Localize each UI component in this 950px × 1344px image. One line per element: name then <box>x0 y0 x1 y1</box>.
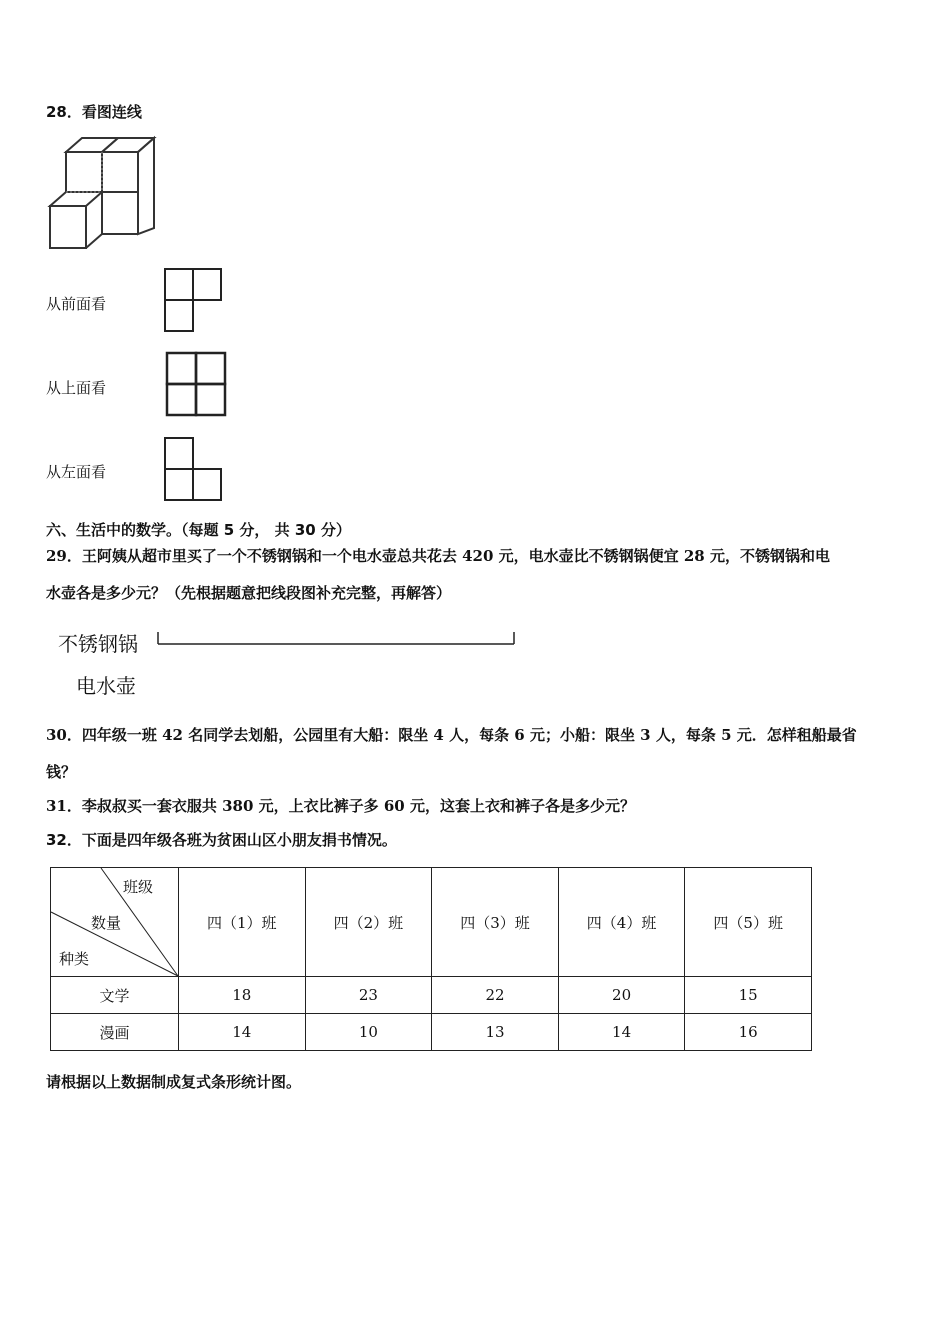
corner-label-class: 班级 <box>123 878 154 896</box>
table-header-row <box>51 868 812 977</box>
q29-text-line1: 29．王阿姨从超市里买了一个不锈钢锅和一个电水壶总共花去 420 元，电水壶比不锈钢锅便宜 28 元，不锈钢锅和电 <box>46 547 830 565</box>
view-label-left: 从左面看 <box>46 463 107 481</box>
column-header: 四（3）班 <box>432 868 559 977</box>
q29-text-line2: 水壶各是多少元？（先根据题意把线段图补充完整，再解答） <box>46 584 452 602</box>
table-row <box>51 1014 812 1051</box>
table-cell: 16 <box>685 1014 812 1051</box>
table-corner-cell <box>51 868 179 977</box>
segment-label-pot: 不锈钢锅 <box>58 632 138 656</box>
column-header: 四（5）班 <box>685 868 812 977</box>
table-cell: 22 <box>432 977 559 1014</box>
column-header: 四（4）班 <box>558 868 685 977</box>
front-view-diagram <box>164 268 224 334</box>
corner-label-type: 种类 <box>59 950 90 968</box>
row-label: 文学 <box>51 977 179 1014</box>
column-header: 四（1）班 <box>179 868 306 977</box>
q28-title: 28．看图连线 <box>46 103 142 121</box>
donation-table <box>50 867 812 1051</box>
table-cell: 20 <box>558 977 685 1014</box>
table-row <box>51 977 812 1014</box>
table-cell: 23 <box>305 977 432 1014</box>
cube-solid-figure <box>44 132 164 252</box>
table-cell: 18 <box>179 977 306 1014</box>
q32-text: 32．下面是四年级各班为贫困山区小朋友捐书情况。 <box>46 831 397 849</box>
table-cell: 15 <box>685 977 812 1014</box>
q32-instruction: 请根据以上数据制成复式条形统计图。 <box>46 1073 302 1091</box>
table-cell: 14 <box>179 1014 306 1051</box>
top-view-diagram <box>166 352 228 418</box>
section-6-heading: 六、生活中的数学。（每题 5 分， 共 30 分） <box>46 521 351 539</box>
column-header: 四（2）班 <box>305 868 432 977</box>
left-view-diagram <box>164 437 224 503</box>
view-label-front: 从前面看 <box>46 295 107 313</box>
segment-line-pot <box>156 626 526 646</box>
view-label-top: 从上面看 <box>46 379 107 397</box>
table-cell: 10 <box>305 1014 432 1051</box>
corner-label-quantity: 数量 <box>91 914 122 932</box>
row-label: 漫画 <box>51 1014 179 1051</box>
table-cell: 14 <box>558 1014 685 1051</box>
table-cell: 13 <box>432 1014 559 1051</box>
segment-label-kettle: 电水壶 <box>76 674 136 698</box>
q31-text: 31．李叔叔买一套衣服共 380 元，上衣比裤子多 60 元，这套上衣和裤子各是多少元？ <box>46 797 635 815</box>
q30-text-line2: 钱？ <box>46 763 77 781</box>
q30-text-line1: 30．四年级一班 42 名同学去划船，公园里有大船：限坐 4 人，每条 6 元；小船：限坐 3 人，每条 5 元．怎样租船最省 <box>46 726 857 744</box>
